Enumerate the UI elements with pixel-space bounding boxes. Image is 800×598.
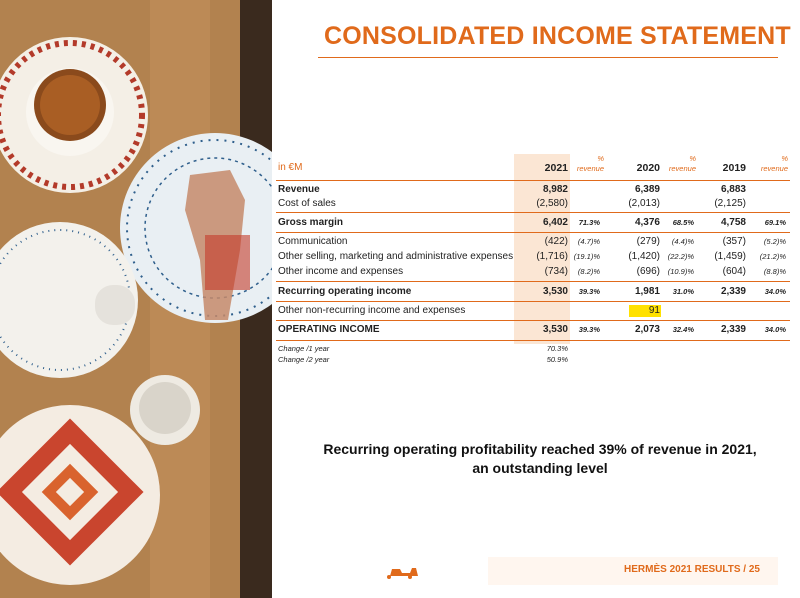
rule (276, 301, 790, 302)
change-2y-row: Change /2 year 50.9% (278, 355, 568, 364)
decorative-photo (0, 0, 272, 598)
rule (276, 340, 790, 341)
pct-header-2020: % revenue (668, 154, 696, 173)
pct-header-2019: % revenue (760, 154, 788, 173)
footer-page-label: HERMÈS 2021 RESULTS / 25 (624, 564, 760, 575)
table-row: Other non-recurring income and expenses 91 (278, 305, 660, 316)
table-row: Other income and expenses (734) (8.2)% (696) (10.9)% (604) (8.8)% (278, 266, 786, 277)
rule (276, 180, 790, 181)
table-row: Communication (422) (4.7)% (279) (4.4)% (357) (5.2)% (278, 236, 786, 247)
table-row: Other selling, marketing and administrative expenses (1,716) (19.1)% (1,420) (22.2)% (1,459) (21.2)% (278, 251, 786, 262)
table-row: Gross margin 6,402 71.3% 4,376 68.5% 4,758 69.1% (278, 217, 786, 228)
table-row: Cost of sales (2,580) (2,013) (2,125) (278, 198, 746, 209)
pct-header-2021: % revenue (576, 154, 604, 173)
table-row: OPERATING INCOME 3,530 39.3% 2,073 32.4% 2,339 34.0% (278, 324, 786, 335)
year-2019: 2019 (722, 162, 746, 174)
change-1y-row: Change /1 year 70.3% (278, 344, 568, 353)
page-title: CONSOLIDATED INCOME STATEMENT (324, 22, 791, 50)
table-row: Recurring operating income 3,530 39.3% 1,981 31.0% 2,339 34.0% (278, 286, 786, 297)
unit-label: in €M (278, 162, 303, 173)
tableware-illustration (0, 0, 272, 598)
year-2021: 2021 (544, 162, 568, 174)
footer-band (488, 557, 778, 585)
title-divider (318, 57, 778, 58)
hermes-carriage-logo-icon (380, 563, 420, 579)
rule (276, 212, 790, 213)
rule (276, 281, 790, 282)
rule (276, 232, 790, 233)
table-row: Revenue 8,982 6,389 6,883 (278, 184, 746, 195)
rule (276, 320, 790, 321)
year-2020: 2020 (636, 162, 660, 174)
conclusion-text: Recurring operating profitability reached 39% of revenue in 2021, an outstanding level (323, 441, 757, 476)
table-header (276, 154, 792, 178)
